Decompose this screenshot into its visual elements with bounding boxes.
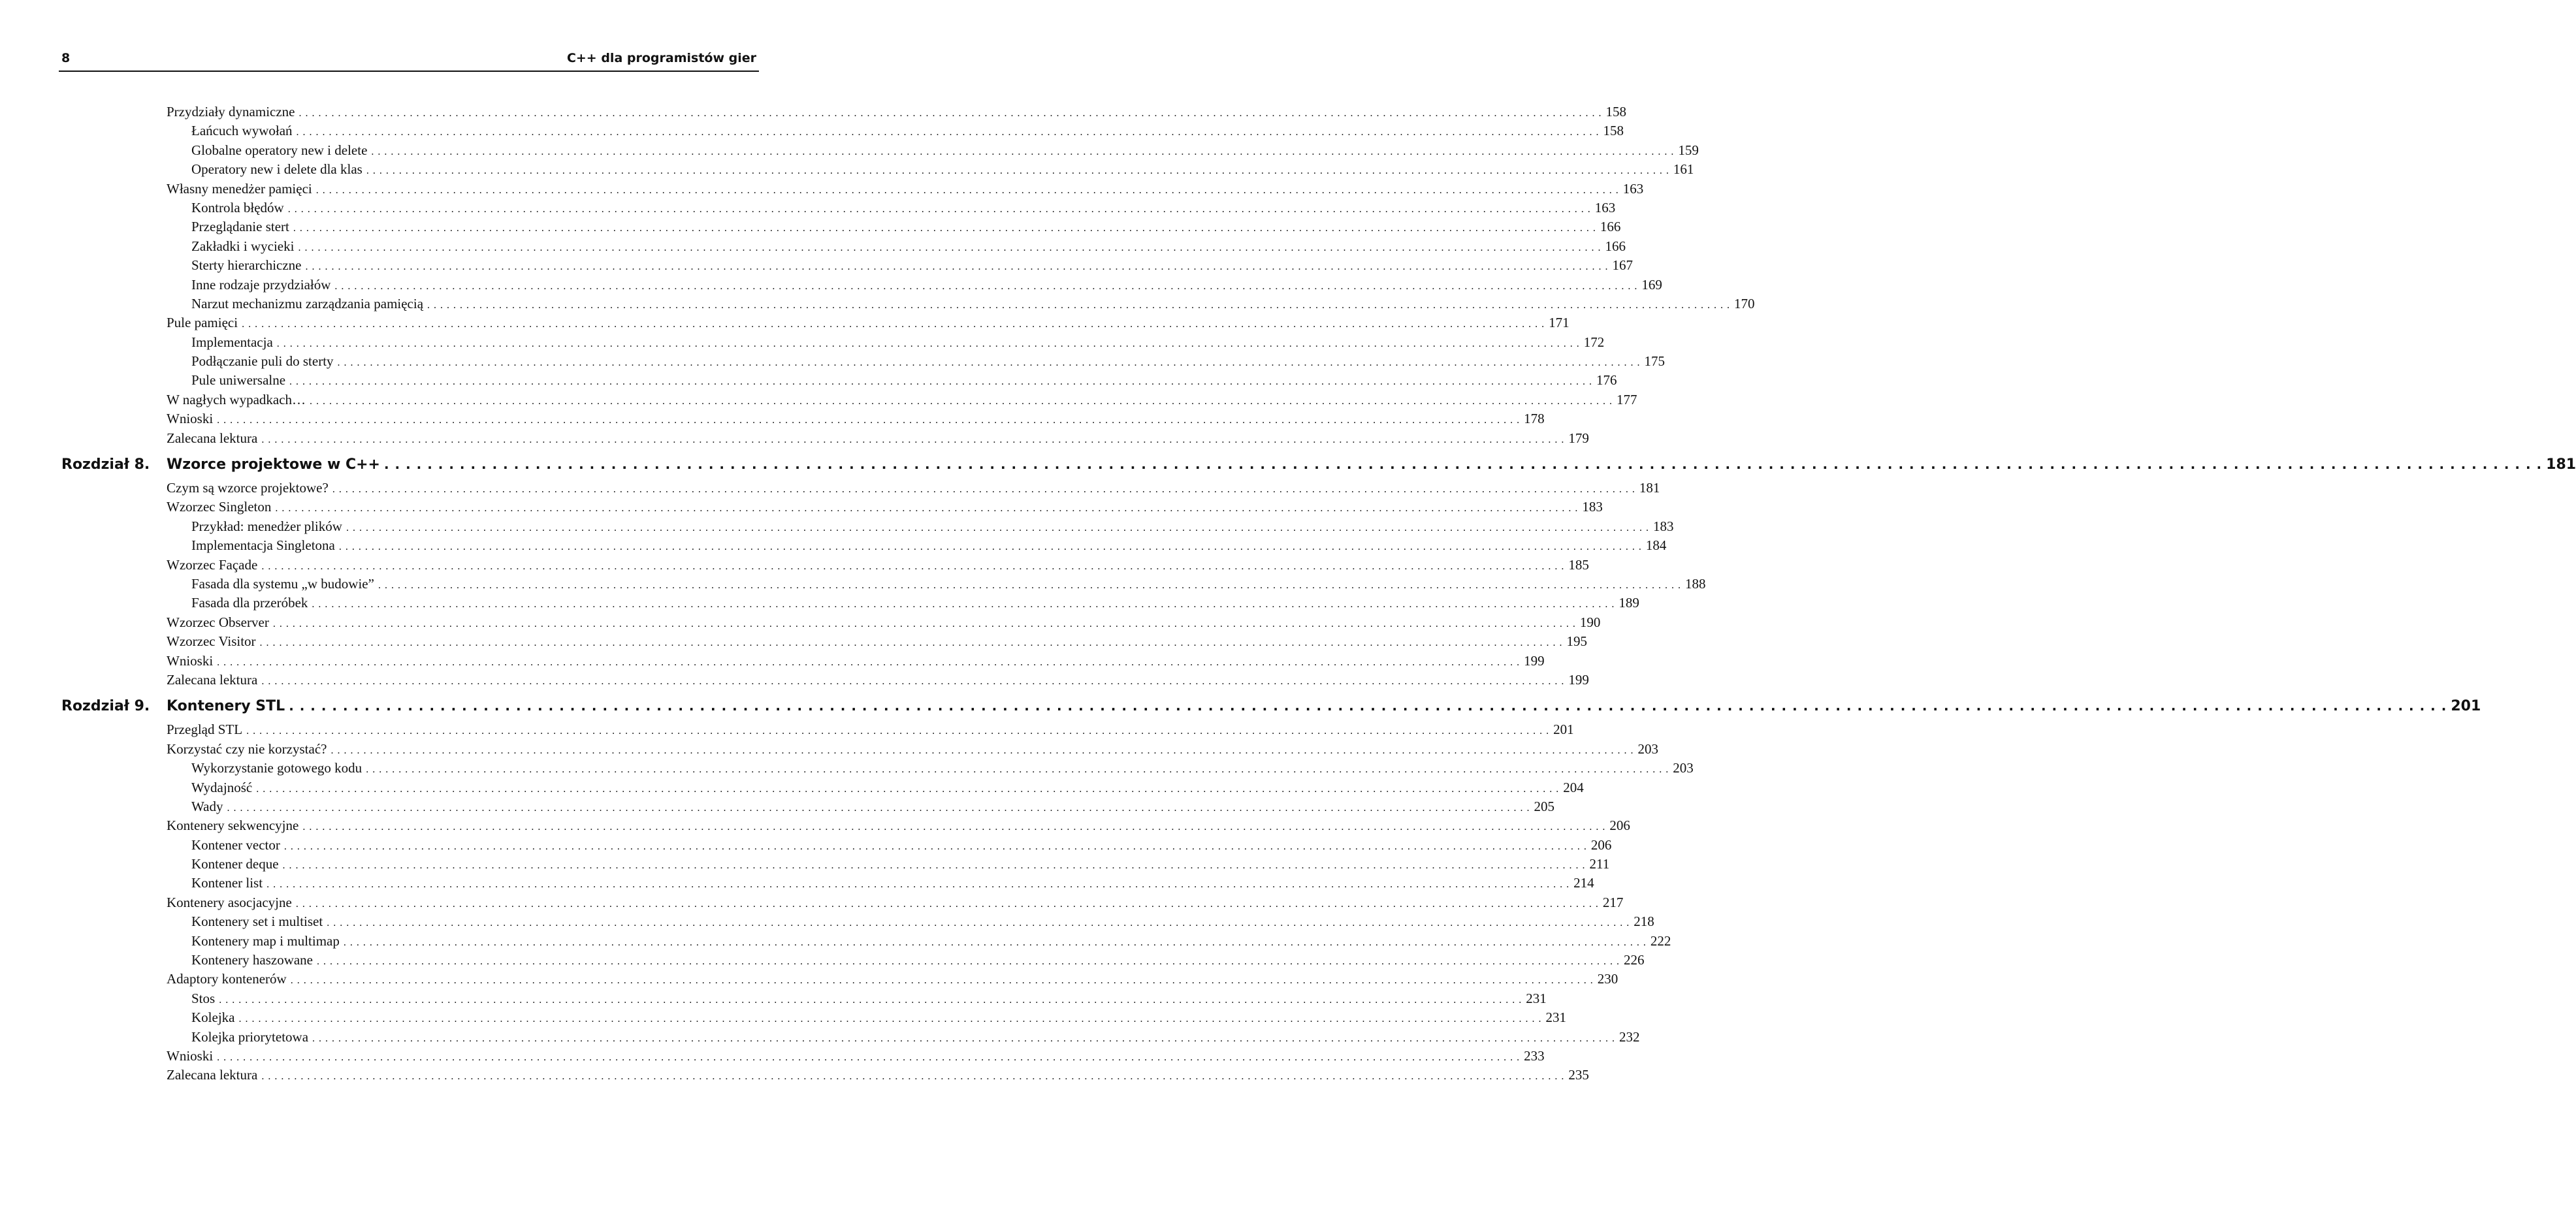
toc-entry xyxy=(191,199,1616,219)
toc-entry-row xyxy=(59,893,1624,912)
toc-entry xyxy=(191,932,1671,952)
page-ref: 199 xyxy=(1568,671,1589,688)
toc-entry xyxy=(167,479,1660,499)
entry-title: Podłączanie puli do sterty xyxy=(191,353,334,370)
entry-title: Fasada dla systemu „w budowie” xyxy=(191,575,374,592)
page-ref: 201 xyxy=(2451,698,2481,715)
page-ref: 190 xyxy=(1579,614,1601,630)
page-ref: 235 xyxy=(1568,1067,1589,1083)
toc-entry xyxy=(167,652,1545,672)
page-ref: 181 xyxy=(2546,456,2576,473)
entry-title: Inne rodzaje przydziałów xyxy=(191,276,331,293)
dot-leader: . . . . . . . . . . . . . . . . . . . . . . . . . . . . . . . . . . . . . . . . . . . . . . . . . . . . . . . . . . . . . . . . . . . . . . . . . . . . . . . . . . . . . . . . . . . . . . . . . . . . . . . . . . . . . . . . . . . . . . . . . . . . . . . . . . . . . . . . . . . . . . . . . . . . . . . . . . . . . . . . . . . . . . . . . . . . . . . . . . . . . . . . . . . . . . . . . . . . . . . . xyxy=(289,698,2447,714)
toc-entry xyxy=(191,575,1706,595)
toc-entry-row xyxy=(59,1066,1589,1085)
dot-leader: . . . . . . . . . . . . . . . . . . . . . . . . . . . . . . . . . . . . . . . . . . . . . . . . . . . . . . . . . . . . . . . . . . . . . . . . . . . . . . . . . . . . . . . . . . . . . . . . . . . . . . . . . . . . . . . . . . . . . . . . . . . . . . . . . . . . . . . . . . . . . . . . . . . . . . . . . . . . . . . . . . . . . . . . . . . . . . . . . . . . . . . . . . . . . . . . . . . . . . . . xyxy=(275,503,1579,515)
entry-title: Globalne operatory new i delete xyxy=(191,142,368,158)
page-ref: 170 xyxy=(1734,295,1755,311)
entry-title: Kontrola błędów xyxy=(191,199,284,215)
toc-entry xyxy=(167,409,1545,430)
page-ref: 222 xyxy=(1650,932,1671,949)
toc-entry-row xyxy=(59,740,1658,759)
toc-entry-row xyxy=(59,180,1644,199)
dot-leader: . . . . . . . . . . . . . . . . . . . . . . . . . . . . . . . . . . . . . . . . . . . . . . . . . . . . . . . . . . . . . . . . . . . . . . . . . . . . . . . . . . . . . . . . . . . . . . . . . . . . . . . . . . . . . . . . . . . . . . . . . . . . . . . . . . . . . . . . . . . . . . . . . . . . . . . . . . . . . . . . . . . . . . . . . . . . . . . . . . . . . . . . . . . . . . . . . . . . . . . . xyxy=(305,261,1609,273)
dot-leader: . . . . . . . . . . . . . . . . . . . . . . . . . . . . . . . . . . . . . . . . . . . . . . . . . . . . . . . . . . . . . . . . . . . . . . . . . . . . . . . . . . . . . . . . . . . . . . . . . . . . . . . . . . . . . . . . . . . . . . . . . . . . . . . . . . . . . . . . . . . . . . . . . . . . . . . . . . . . . . . . . . . . . . . . . . . . . . . . . . . . . . . . . . . . . . . . . . . . . . . . xyxy=(242,319,1545,330)
toc-entry xyxy=(191,237,1626,257)
toc-chapter-row xyxy=(59,694,2481,718)
toc-entry-row xyxy=(59,479,1660,498)
toc-entry xyxy=(167,613,1601,633)
page-ref: 163 xyxy=(1594,199,1616,215)
toc-entry xyxy=(167,893,1624,914)
toc-entry xyxy=(191,276,1662,296)
toc-entry-row xyxy=(59,1028,1640,1047)
dot-leader: . . . . . . . . . . . . . . . . . . . . . . . . . . . . . . . . . . . . . . . . . . . . . . . . . . . . . . . . . . . . . . . . . . . . . . . . . . . . . . . . . . . . . . . . . . . . . . . . . . . . . . . . . . . . . . . . . . . . . . . . . . . . . . . . . . . . . . . . . . . . . . . . . . . . . . . . . . . . . . . . . . . . . . . . . . . . . . . . . . . . . . . . . . . . . . . . . . . . . . . . xyxy=(298,242,1602,253)
page-ref: 189 xyxy=(1618,595,1639,611)
dot-leader: . . . . . . . . . . . . . . . . . . . . . . . . . . . . . . . . . . . . . . . . . . . . . . . . . . . . . . . . . . . . . . . . . . . . . . . . . . . . . . . . . . . . . . . . . . . . . . . . . . . . . . . . . . . . . . . . . . . . . . . . . . . . . . . . . . . . . . . . . . . . . . . . . . . . . . . . . . . . . . . . . . . . . . . . . . . . . . . . . . . . . . . . . . . . . . . . . . . . . . . . xyxy=(293,223,1596,234)
dot-leader: . . . . . . . . . . . . . . . . . . . . . . . . . . . . . . . . . . . . . . . . . . . . . . . . . . . . . . . . . . . . . . . . . . . . . . . . . . . . . . . . . . . . . . . . . . . . . . . . . . . . . . . . . . . . . . . . . . . . . . . . . . . . . . . . . . . . . . . . . . . . . . . . . . . . . . . . . . . . . . . . . . . . . . . . . . . . . . . . . . . . . . . . . . . . . . . . . . . . . . . . xyxy=(272,618,1576,629)
entry-title: Czym są wzorce projektowe? xyxy=(167,480,329,496)
entry-title: W nagłych wypadkach… xyxy=(167,391,306,407)
dot-leader: . . . . . . . . . . . . . . . . . . . . . . . . . . . . . . . . . . . . . . . . . . . . . . . . . . . . . . . . . . . . . . . . . . . . . . . . . . . . . . . . . . . . . . . . . . . . . . . . . . . . . . . . . . . . . . . . . . . . . . . . . . . . . . . . . . . . . . . . . . . . . . . . . . . . . . . . . . . . . . . . . . . . . . . . . . . . . . . . . . . . . . . . . . . . . . . . . . . . . . . . xyxy=(366,764,1669,776)
toc-entry-row xyxy=(59,217,1621,236)
dot-leader: . . . . . . . . . . . . . . . . . . . . . . . . . . . . . . . . . . . . . . . . . . . . . . . . . . . . . . . . . . . . . . . . . . . . . . . . . . . . . . . . . . . . . . . . . . . . . . . . . . . . . . . . . . . . . . . . . . . . . . . . . . . . . . . . . . . . . . . . . . . . . . . . . . . . . . . . . . . . . . . . . . . . . . . . . . . . . . . . . . . . . . . . . . . . . . . . . . . . . . . . xyxy=(312,1032,1616,1044)
page-ref: 203 xyxy=(1673,760,1694,776)
chapter-title: Wzorce projektowe w C++ xyxy=(167,456,380,473)
dot-leader: . . . . . . . . . . . . . . . . . . . . . . . . . . . . . . . . . . . . . . . . . . . . . . . . . . . . . . . . . . . . . . . . . . . . . . . . . . . . . . . . . . . . . . . . . . . . . . . . . . . . . . . . . . . . . . . . . . . . . . . . . . . . . . . . . . . . . . . . . . . . . . . . . . . . . . . . . . . . . . . . . . . . . . . . . . . . . . . . . . . . . . . . . . . . . . . . . . . . . . . . xyxy=(296,127,1600,138)
dot-leader: . . . . . . . . . . . . . . . . . . . . . . . . . . . . . . . . . . . . . . . . . . . . . . . . . . . . . . . . . . . . . . . . . . . . . . . . . . . . . . . . . . . . . . . . . . . . . . . . . . . . . . . . . . . . . . . . . . . . . . . . . . . . . . . . . . . . . . . . . . . . . . . . . . . . . . . . . . . . . . . . . . . . . . . . . . . . . . . . . . . . . . . . . . . . . . . . . . . . . . . . xyxy=(295,898,1599,910)
dot-leader: . . . . . . . . . . . . . . . . . . . . . . . . . . . . . . . . . . . . . . . . . . . . . . . . . . . . . . . . . . . . . . . . . . . . . . . . . . . . . . . . . . . . . . . . . . . . . . . . . . . . . . . . . . . . . . . . . . . . . . . . . . . . . . . . . . . . . . . . . . . . . . . . . . . . . . . . . . . . . . . . . . . . . . . . . . . . . . . . . . . . . . . . . . . . . . . . . . . . . . . . xyxy=(366,165,1669,177)
entry-title: Fasada dla przeróbek xyxy=(191,595,308,611)
toc-entry xyxy=(167,632,1588,652)
toc-entry-row xyxy=(59,517,1674,536)
page-ref: 158 xyxy=(1603,123,1624,139)
page-ref: 199 xyxy=(1524,652,1545,669)
entry-title: Wykorzystanie gotowego kodu xyxy=(191,760,362,776)
toc-entry xyxy=(167,429,1589,449)
dot-leader: . . . . . . . . . . . . . . . . . . . . . . . . . . . . . . . . . . . . . . . . . . . . . . . . . . . . . . . . . . . . . . . . . . . . . . . . . . . . . . . . . . . . . . . . . . . . . . . . . . . . . . . . . . . . . . . . . . . . . . . . . . . . . . . . . . . . . . . . . . . . . . . . . . . . . . . . . . . . . . . . . . . . . . . . . . . . . . . . . . . . . . . . . . . . . . . . . . . . . . . . xyxy=(298,108,1602,119)
toc-entry xyxy=(191,855,1610,875)
toc-entry xyxy=(191,759,1694,779)
page-number: 8 xyxy=(61,51,71,65)
toc-entry-row xyxy=(59,352,1666,371)
page-ref: 211 xyxy=(1589,856,1610,872)
toc-entry xyxy=(167,1066,1589,1086)
dot-leader: . . . . . . . . . . . . . . . . . . . . . . . . . . . . . . . . . . . . . . . . . . . . . . . . . . . . . . . . . . . . . . . . . . . . . . . . . . . . . . . . . . . . . . . . . . . . . . . . . . . . . . . . . . . . . . . . . . . . . . . . . . . . . . . . . . . . . . . . . . . . . . . . . . . . . . . . . . . . . . . . . . . . . . . . . . . . . . . . . . . . . . . . . . . . . . . . . . . . . . . . xyxy=(246,725,1550,737)
entry-title: Implementacja xyxy=(191,334,273,350)
toc-entry-row xyxy=(59,141,1699,160)
toc-entry-row xyxy=(59,797,1554,816)
entry-title: Wnioski xyxy=(167,652,214,669)
entry-title: Zalecana lektura xyxy=(167,1067,258,1083)
page-ref: 177 xyxy=(1617,391,1637,407)
toc-entry xyxy=(191,989,1547,1009)
page-ref: 166 xyxy=(1600,219,1621,235)
toc-entry-row xyxy=(59,371,1617,390)
entry-title: Kontener deque xyxy=(191,856,279,872)
toc-entry xyxy=(167,390,1637,411)
dot-leader: . . . . . . . . . . . . . . . . . . . . . . . . . . . . . . . . . . . . . . . . . . . . . . . . . . . . . . . . . . . . . . . . . . . . . . . . . . . . . . . . . . . . . . . . . . . . . . . . . . . . . . . . . . . . . . . . . . . . . . . . . . . . . . . . . . . . . . . . . . . . . . . . . . . . . . . . . . . . . . . . . . . . . . . . . . . . . . . . . . . . . . . . . . . . . . . . . . . . . . . . xyxy=(261,560,1565,572)
toc-entry-row xyxy=(59,874,1594,893)
toc-entry-row xyxy=(59,276,1662,294)
dot-leader: . . . . . . . . . . . . . . . . . . . . . . . . . . . . . . . . . . . . . . . . . . . . . . . . . . . . . . . . . . . . . . . . . . . . . . . . . . . . . . . . . . . . . . . . . . . . . . . . . . . . . . . . . . . . . . . . . . . . . . . . . . . . . . . . . . . . . . . . . . . . . . . . . . . . . . . . . . . . . . . . . . . . . . . . . . . . . . . . . . . . . . . . . . . . . . . . . . . . . . . . xyxy=(283,840,1587,852)
page-ref: 172 xyxy=(1583,334,1605,350)
toc-entry xyxy=(191,141,1699,161)
toc-entry-row xyxy=(59,121,1624,140)
page-ref: 161 xyxy=(1673,161,1694,178)
entry-title: Kontenery haszowane xyxy=(191,952,314,968)
dot-leader: . . . . . . . . . . . . . . . . . . . . . . . . . . . . . . . . . . . . . . . . . . . . . . . . . . . . . . . . . . . . . . . . . . . . . . . . . . . . . . . . . . . . . . . . . . . . . . . . . . . . . . . . . . . . . . . . . . . . . . . . . . . . . . . . . . . . . . . . . . . . . . . . . . . . . . . . . . . . . . . . . . . . . . . . . . . . . . . . . . . . . . . . . . . . . . . . . . . . . . . . xyxy=(427,299,1731,311)
entry-title: Przeglądanie stert xyxy=(191,219,289,235)
dot-leader: . . . . . . . . . . . . . . . . . . . . . . . . . . . . . . . . . . . . . . . . . . . . . . . . . . . . . . . . . . . . . . . . . . . . . . . . . . . . . . . . . . . . . . . . . . . . . . . . . . . . . . . . . . . . . . . . . . . . . . . . . . . . . . . . . . . . . . . . . . . . . . . . . . . . . . . . . . . . . . . . . . . . . . . . . . . . . . . . . . . . . . . . . . . . . . . . . . . . . . . . xyxy=(315,184,1619,196)
toc-entry-row xyxy=(59,237,1626,256)
dot-leader: . . . . . . . . . . . . . . . . . . . . . . . . . . . . . . . . . . . . . . . . . . . . . . . . . . . . . . . . . . . . . . . . . . . . . . . . . . . . . . . . . . . . . . . . . . . . . . . . . . . . . . . . . . . . . . . . . . . . . . . . . . . . . . . . . . . . . . . . . . . . . . . . . . . . . . . . . . . . . . . . . . . . . . . . . . . . . . . . . . . . . . . . . . . . . . . . . . . . . . . . xyxy=(217,415,1521,426)
entry-title: Zakładki i wycieki xyxy=(191,238,295,254)
entry-title: Kontenery set i multiset xyxy=(191,914,323,930)
toc-entry xyxy=(191,217,1621,238)
toc-entry-row xyxy=(59,632,1588,651)
page-ref: 166 xyxy=(1605,238,1626,254)
toc-entry-row xyxy=(59,989,1547,1008)
dot-leader: . . . . . . . . . . . . . . . . . . . . . . . . . . . . . . . . . . . . . . . . . . . . . . . . . . . . . . . . . . . . . . . . . . . . . . . . . . . . . . . . . . . . . . . . . . . . . . . . . . . . . . . . . . . . . . . . . . . . . . . . . . . . . . . . . . . . . . . . . . . . . . . . . . . . . . . . . . . . . . . . . . . . . . . . . . . . . . . . . . . . . . . . . . . . . . . . . . . . . . . . xyxy=(384,456,2543,473)
entry-title: Pule uniwersalne xyxy=(191,372,286,389)
dot-leader: . . . . . . . . . . . . . . . . . . . . . . . . . . . . . . . . . . . . . . . . . . . . . . . . . . . . . . . . . . . . . . . . . . . . . . . . . . . . . . . . . . . . . . . . . . . . . . . . . . . . . . . . . . . . . . . . . . . . . . . . . . . . . . . . . . . . . . . . . . . . . . . . . . . . . . . . . . . . . . . . . . . . . . . . . . . . . . . . . . . . . . . . . . . . . . . . . . . . . . . . xyxy=(327,917,1630,929)
toc-entry xyxy=(167,1047,1545,1067)
toc-entry-row xyxy=(59,256,1633,275)
toc-entry xyxy=(167,694,2481,718)
entry-title: Kontener vector xyxy=(191,836,280,853)
dot-leader: . . . . . . . . . . . . . . . . . . . . . . . . . . . . . . . . . . . . . . . . . . . . . . . . . . . . . . . . . . . . . . . . . . . . . . . . . . . . . . . . . . . . . . . . . . . . . . . . . . . . . . . . . . . . . . . . . . . . . . . . . . . . . . . . . . . . . . . . . . . . . . . . . . . . . . . . . . . . . . . . . . . . . . . . . . . . . . . . . . . . . . . . . . . . . . . . . . . . . . . . xyxy=(282,860,1586,872)
entry-title: Łańcuch wywołań xyxy=(191,123,293,139)
toc-entry xyxy=(191,836,1612,856)
toc-entry-row xyxy=(59,932,1671,951)
toc-entry xyxy=(167,180,1644,200)
toc-entry-row xyxy=(59,1008,1566,1027)
toc-entry xyxy=(167,970,1618,990)
dot-leader: . . . . . . . . . . . . . . . . . . . . . . . . . . . . . . . . . . . . . . . . . . . . . . . . . . . . . . . . . . . . . . . . . . . . . . . . . . . . . . . . . . . . . . . . . . . . . . . . . . . . . . . . . . . . . . . . . . . . . . . . . . . . . . . . . . . . . . . . . . . . . . . . . . . . . . . . . . . . . . . . . . . . . . . . . . . . . . . . . . . . . . . . . . . . . . . . . . . . . . . . xyxy=(317,956,1620,968)
page-ref: 169 xyxy=(1641,276,1662,293)
toc-entry-row xyxy=(59,613,1601,632)
entry-title: Przykład: menedżer plików xyxy=(191,518,342,534)
dot-leader: . . . . . . . . . . . . . . . . . . . . . . . . . . . . . . . . . . . . . . . . . . . . . . . . . . . . . . . . . . . . . . . . . . . . . . . . . . . . . . . . . . . . . . . . . . . . . . . . . . . . . . . . . . . . . . . . . . . . . . . . . . . . . . . . . . . . . . . . . . . . . . . . . . . . . . . . . . . . . . . . . . . . . . . . . . . . . . . . . . . . . . . . . . . . . . . . . . . . . . . . xyxy=(266,879,1570,891)
table-of-contents xyxy=(59,103,2576,1085)
toc-entry-row xyxy=(59,333,1605,352)
toc-entry xyxy=(191,874,1594,894)
toc-entry xyxy=(191,1008,1566,1028)
dot-leader: . . . . . . . . . . . . . . . . . . . . . . . . . . . . . . . . . . . . . . . . . . . . . . . . . . . . . . . . . . . . . . . . . . . . . . . . . . . . . . . . . . . . . . . . . . . . . . . . . . . . . . . . . . . . . . . . . . . . . . . . . . . . . . . . . . . . . . . . . . . . . . . . . . . . . . . . . . . . . . . . . . . . . . . . . . . . . . . . . . . . . . . . . . . . . . . . . . . . . . . . xyxy=(227,802,1530,814)
page-ref: 158 xyxy=(1605,104,1627,119)
entry-title: Kontener list xyxy=(191,875,263,891)
dot-leader: . . . . . . . . . . . . . . . . . . . . . . . . . . . . . . . . . . . . . . . . . . . . . . . . . . . . . . . . . . . . . . . . . . . . . . . . . . . . . . . . . . . . . . . . . . . . . . . . . . . . . . . . . . . . . . . . . . . . . . . . . . . . . . . . . . . . . . . . . . . . . . . . . . . . . . . . . . . . . . . . . . . . . . . . . . . . . . . . . . . . . . . . . . . . . . . . . . . . . . . . xyxy=(343,936,1647,948)
toc-chapter-row xyxy=(59,453,2576,477)
page-ref: 181 xyxy=(1639,480,1660,496)
dot-leader: . . . . . . . . . . . . . . . . . . . . . . . . . . . . . . . . . . . . . . . . . . . . . . . . . . . . . . . . . . . . . . . . . . . . . . . . . . . . . . . . . . . . . . . . . . . . . . . . . . . . . . . . . . . . . . . . . . . . . . . . . . . . . . . . . . . . . . . . . . . . . . . . . . . . . . . . . . . . . . . . . . . . . . . . . . . . . . . . . . . . . . . . . . . . . . . . . . . . . . . . xyxy=(378,579,1681,591)
page-ref: 163 xyxy=(1622,180,1644,197)
dot-leader: . . . . . . . . . . . . . . . . . . . . . . . . . . . . . . . . . . . . . . . . . . . . . . . . . . . . . . . . . . . . . . . . . . . . . . . . . . . . . . . . . . . . . . . . . . . . . . . . . . . . . . . . . . . . . . . . . . . . . . . . . . . . . . . . . . . . . . . . . . . . . . . . . . . . . . . . . . . . . . . . . . . . . . . . . . . . . . . . . . . . . . . . . . . . . . . . . . . . . . . . xyxy=(217,656,1521,668)
toc-entry-row xyxy=(59,294,1755,313)
dot-leader: . . . . . . . . . . . . . . . . . . . . . . . . . . . . . . . . . . . . . . . . . . . . . . . . . . . . . . . . . . . . . . . . . . . . . . . . . . . . . . . . . . . . . . . . . . . . . . . . . . . . . . . . . . . . . . . . . . . . . . . . . . . . . . . . . . . . . . . . . . . . . . . . . . . . . . . . . . . . . . . . . . . . . . . . . . . . . . . . . . . . . . . . . . . . . . . . . . . . . . . . xyxy=(334,280,1638,292)
dot-leader: . . . . . . . . . . . . . . . . . . . . . . . . . . . . . . . . . . . . . . . . . . . . . . . . . . . . . . . . . . . . . . . . . . . . . . . . . . . . . . . . . . . . . . . . . . . . . . . . . . . . . . . . . . . . . . . . . . . . . . . . . . . . . . . . . . . . . . . . . . . . . . . . . . . . . . . . . . . . . . . . . . . . . . . . . . . . . . . . . . . . . . . . . . . . . . . . . . . . . . . . xyxy=(287,203,1591,215)
toc-entry-row xyxy=(59,912,1654,931)
toc-entry xyxy=(167,313,1570,334)
page-ref: 176 xyxy=(1596,372,1617,389)
toc-entry xyxy=(191,294,1755,315)
page-ref: 217 xyxy=(1602,894,1624,910)
dot-leader: . . . . . . . . . . . . . . . . . . . . . . . . . . . . . . . . . . . . . . . . . . . . . . . . . . . . . . . . . . . . . . . . . . . . . . . . . . . . . . . . . . . . . . . . . . . . . . . . . . . . . . . . . . . . . . . . . . . . . . . . . . . . . . . . . . . . . . . . . . . . . . . . . . . . . . . . . . . . . . . . . . . . . . . . . . . . . . . . . . . . . . . . . . . . . . . . . . . . . . . . xyxy=(346,522,1649,533)
toc-entry-row xyxy=(59,556,1589,575)
dot-leader: . . . . . . . . . . . . . . . . . . . . . . . . . . . . . . . . . . . . . . . . . . . . . . . . . . . . . . . . . . . . . . . . . . . . . . . . . . . . . . . . . . . . . . . . . . . . . . . . . . . . . . . . . . . . . . . . . . . . . . . . . . . . . . . . . . . . . . . . . . . . . . . . . . . . . . . . . . . . . . . . . . . . . . . . . . . . . . . . . . . . . . . . . . . . . . . . . . . . . . . . xyxy=(330,744,1634,756)
toc-entry xyxy=(191,517,1674,537)
entry-title: Operatory new i delete dla klas xyxy=(191,161,362,178)
toc-entry-row xyxy=(59,836,1612,855)
toc-entry xyxy=(191,256,1633,276)
entry-title: Wady xyxy=(191,798,223,814)
dot-leader: . . . . . . . . . . . . . . . . . . . . . . . . . . . . . . . . . . . . . . . . . . . . . . . . . . . . . . . . . . . . . . . . . . . . . . . . . . . . . . . . . . . . . . . . . . . . . . . . . . . . . . . . . . . . . . . . . . . . . . . . . . . . . . . . . . . . . . . . . . . . . . . . . . . . . . . . . . . . . . . . . . . . . . . . . . . . . . . . . . . . . . . . . . . . . . . . . . . . . . . . xyxy=(217,1051,1521,1063)
toc-entry-row xyxy=(59,160,1694,179)
page-ref: 205 xyxy=(1534,798,1554,814)
dot-leader: . . . . . . . . . . . . . . . . . . . . . . . . . . . . . . . . . . . . . . . . . . . . . . . . . . . . . . . . . . . . . . . . . . . . . . . . . . . . . . . . . . . . . . . . . . . . . . . . . . . . . . . . . . . . . . . . . . . . . . . . . . . . . . . . . . . . . . . . . . . . . . . . . . . . . . . . . . . . . . . . . . . . . . . . . . . . . . . . . . . . . . . . . . . . . . . . . . . . . . . . xyxy=(338,541,1642,553)
toc-entry xyxy=(191,371,1617,391)
toc-entry-row xyxy=(59,594,1639,612)
entry-title: Stos xyxy=(191,990,216,1006)
toc-entry xyxy=(191,160,1694,180)
entry-title: Kontenery map i multimap xyxy=(191,932,340,949)
page-ref: 188 xyxy=(1684,575,1706,592)
entry-title: Adaptory kontenerów xyxy=(167,971,287,987)
page-ref: 232 xyxy=(1619,1028,1640,1045)
entry-title: Kolejka priorytetowa xyxy=(191,1028,309,1045)
dot-leader: . . . . . . . . . . . . . . . . . . . . . . . . . . . . . . . . . . . . . . . . . . . . . . . . . . . . . . . . . . . . . . . . . . . . . . . . . . . . . . . . . . . . . . . . . . . . . . . . . . . . . . . . . . . . . . . . . . . . . . . . . . . . . . . . . . . . . . . . . . . . . . . . . . . . . . . . . . . . . . . . . . . . . . . . . . . . . . . . . . . . . . . . . . . . . . . . . . . . . . . . xyxy=(256,783,1560,795)
page-ref: 214 xyxy=(1573,875,1594,891)
toc-entry xyxy=(167,720,1574,740)
toc-entry-row xyxy=(59,498,1603,517)
entry-title: Wzorzec Observer xyxy=(167,614,269,630)
page-ref: 179 xyxy=(1568,430,1589,446)
toc-entry-row xyxy=(59,970,1618,989)
toc-entry-row xyxy=(59,1047,1545,1066)
toc-entry xyxy=(191,1028,1640,1048)
toc-entry xyxy=(191,536,1667,556)
page-ref: 175 xyxy=(1644,353,1666,370)
entry-title: Wzorzec Façade xyxy=(167,556,258,573)
toc-entry-row xyxy=(59,536,1667,555)
toc-entry-row xyxy=(59,778,1584,797)
dot-leader: . . . . . . . . . . . . . . . . . . . . . . . . . . . . . . . . . . . . . . . . . . . . . . . . . . . . . . . . . . . . . . . . . . . . . . . . . . . . . . . . . . . . . . . . . . . . . . . . . . . . . . . . . . . . . . . . . . . . . . . . . . . . . . . . . . . . . . . . . . . . . . . . . . . . . . . . . . . . . . . . . . . . . . . . . . . . . . . . . . . . . . . . . . . . . . . . . . . . . . . . xyxy=(238,1013,1542,1025)
toc-entry-row xyxy=(59,429,1589,448)
page-ref: 206 xyxy=(1590,836,1612,853)
entry-title: Wnioski xyxy=(167,411,214,427)
chapter-label: Rozdział 9. xyxy=(61,698,150,715)
dot-leader: . . . . . . . . . . . . . . . . . . . . . . . . . . . . . . . . . . . . . . . . . . . . . . . . . . . . . . . . . . . . . . . . . . . . . . . . . . . . . . . . . . . . . . . . . . . . . . . . . . . . . . . . . . . . . . . . . . . . . . . . . . . . . . . . . . . . . . . . . . . . . . . . . . . . . . . . . . . . . . . . . . . . . . . . . . . . . . . . . . . . . . . . . . . . . . . . . . . . . . . . xyxy=(289,376,1593,388)
toc-entry xyxy=(167,816,1630,836)
dot-leader: . . . . . . . . . . . . . . . . . . . . . . . . . . . . . . . . . . . . . . . . . . . . . . . . . . . . . . . . . . . . . . . . . . . . . . . . . . . . . . . . . . . . . . . . . . . . . . . . . . . . . . . . . . . . . . . . . . . . . . . . . . . . . . . . . . . . . . . . . . . . . . . . . . . . . . . . . . . . . . . . . . . . . . . . . . . . . . . . . . . . . . . . . . . . . . . . . . . . . . . . xyxy=(312,599,1615,611)
toc-entry-row xyxy=(59,409,1545,428)
page-ref: 203 xyxy=(1637,740,1658,757)
chapter-label: Rozdział 8. xyxy=(61,456,150,473)
dot-leader: . . . . . . . . . . . . . . . . . . . . . . . . . . . . . . . . . . . . . . . . . . . . . . . . . . . . . . . . . . . . . . . . . . . . . . . . . . . . . . . . . . . . . . . . . . . . . . . . . . . . . . . . . . . . . . . . . . . . . . . . . . . . . . . . . . . . . . . . . . . . . . . . . . . . . . . . . . . . . . . . . . . . . . . . . . . . . . . . . . . . . . . . . . . . . . . . . . . . . . . . xyxy=(371,146,1675,157)
page-ref: 226 xyxy=(1624,952,1645,968)
page-ref: 204 xyxy=(1563,779,1584,795)
page-ref: 171 xyxy=(1549,315,1570,331)
toc-entry xyxy=(191,797,1554,818)
entry-title: Zalecana lektura xyxy=(167,430,258,446)
toc-entry-row xyxy=(59,759,1694,778)
toc-entry xyxy=(191,912,1654,932)
page-ref: 183 xyxy=(1652,518,1674,534)
toc-entry xyxy=(167,671,1589,691)
toc-entry-row xyxy=(59,575,1706,594)
toc-entry xyxy=(191,121,1624,142)
page-ref: 233 xyxy=(1524,1047,1545,1064)
page-ref: 178 xyxy=(1524,411,1545,427)
toc-entry-row xyxy=(59,313,1570,332)
page-ref: 167 xyxy=(1612,257,1633,274)
dot-leader: . . . . . . . . . . . . . . . . . . . . . . . . . . . . . . . . . . . . . . . . . . . . . . . . . . . . . . . . . . . . . . . . . . . . . . . . . . . . . . . . . . . . . . . . . . . . . . . . . . . . . . . . . . . . . . . . . . . . . . . . . . . . . . . . . . . . . . . . . . . . . . . . . . . . . . . . . . . . . . . . . . . . . . . . . . . . . . . . . . . . . . . . . . . . . . . . . . . . . . . . xyxy=(332,484,1635,496)
entry-title: Wydajność xyxy=(191,779,253,795)
book-title: C++ dla programistów gier xyxy=(566,51,756,65)
toc-entry xyxy=(191,333,1605,353)
toc-entry-row xyxy=(59,652,1545,671)
entry-title: Wnioski xyxy=(167,1047,214,1064)
page-ref: 230 xyxy=(1597,971,1618,987)
toc-entry-row xyxy=(59,720,1574,739)
dot-leader: . . . . . . . . . . . . . . . . . . . . . . . . . . . . . . . . . . . . . . . . . . . . . . . . . . . . . . . . . . . . . . . . . . . . . . . . . . . . . . . . . . . . . . . . . . . . . . . . . . . . . . . . . . . . . . . . . . . . . . . . . . . . . . . . . . . . . . . . . . . . . . . . . . . . . . . . . . . . . . . . . . . . . . . . . . . . . . . . . . . . . . . . . . . . . . . . . . . . . . . . xyxy=(261,434,1565,445)
toc-entry xyxy=(191,778,1584,799)
page-ref: 183 xyxy=(1582,499,1603,515)
entry-title: Przegląd STL xyxy=(167,722,243,738)
toc-entry-row xyxy=(59,816,1630,835)
page-ref: 206 xyxy=(1609,818,1630,834)
toc-entry-row xyxy=(59,671,1589,690)
page-ref: 218 xyxy=(1634,914,1654,930)
entry-title: Pule pamięci xyxy=(167,315,238,331)
toc-entry-row xyxy=(59,103,1627,121)
dot-leader: . . . . . . . . . . . . . . . . . . . . . . . . . . . . . . . . . . . . . . . . . . . . . . . . . . . . . . . . . . . . . . . . . . . . . . . . . . . . . . . . . . . . . . . . . . . . . . . . . . . . . . . . . . . . . . . . . . . . . . . . . . . . . . . . . . . . . . . . . . . . . . . . . . . . . . . . . . . . . . . . . . . . . . . . . . . . . . . . . . . . . . . . . . . . . . . . . . . . . . . . xyxy=(261,675,1565,687)
toc-entry xyxy=(167,740,1658,760)
entry-title: Sterty hierarchiczne xyxy=(191,257,302,274)
chapter-title: Kontenery STL xyxy=(167,698,285,715)
dot-leader: . . . . . . . . . . . . . . . . . . . . . . . . . . . . . . . . . . . . . . . . . . . . . . . . . . . . . . . . . . . . . . . . . . . . . . . . . . . . . . . . . . . . . . . . . . . . . . . . . . . . . . . . . . . . . . . . . . . . . . . . . . . . . . . . . . . . . . . . . . . . . . . . . . . . . . . . . . . . . . . . . . . . . . . . . . . . . . . . . . . . . . . . . . . . . . . . . . . . . . . . xyxy=(219,994,1522,1006)
entry-title: Narzut mechanizmu zarządzania pamięcią xyxy=(191,295,424,311)
toc-entry-row xyxy=(59,390,1637,409)
page-ref: 159 xyxy=(1678,142,1699,158)
entry-title: Kontenery sekwencyjne xyxy=(167,818,299,834)
entry-title: Kontenery asocjacyjne xyxy=(167,894,292,910)
page-ref: 185 xyxy=(1568,556,1589,573)
page-ref: 184 xyxy=(1645,537,1667,554)
dot-leader: . . . . . . . . . . . . . . . . . . . . . . . . . . . . . . . . . . . . . . . . . . . . . . . . . . . . . . . . . . . . . . . . . . . . . . . . . . . . . . . . . . . . . . . . . . . . . . . . . . . . . . . . . . . . . . . . . . . . . . . . . . . . . . . . . . . . . . . . . . . . . . . . . . . . . . . . . . . . . . . . . . . . . . . . . . . . . . . . . . . . . . . . . . . . . . . . . . . . . . . . xyxy=(290,975,1594,987)
toc-entry xyxy=(167,556,1589,576)
entry-title: Korzystać czy nie korzystać? xyxy=(167,740,327,757)
entry-title: Zalecana lektura xyxy=(167,671,258,688)
toc-entry xyxy=(191,594,1639,614)
dot-leader: . . . . . . . . . . . . . . . . . . . . . . . . . . . . . . . . . . . . . . . . . . . . . . . . . . . . . . . . . . . . . . . . . . . . . . . . . . . . . . . . . . . . . . . . . . . . . . . . . . . . . . . . . . . . . . . . . . . . . . . . . . . . . . . . . . . . . . . . . . . . . . . . . . . . . . . . . . . . . . . . . . . . . . . . . . . . . . . . . . . . . . . . . . . . . . . . . . . . . . . . xyxy=(261,1071,1565,1083)
entry-title: Własny menedżer pamięci xyxy=(167,180,312,197)
dot-leader: . . . . . . . . . . . . . . . . . . . . . . . . . . . . . . . . . . . . . . . . . . . . . . . . . . . . . . . . . . . . . . . . . . . . . . . . . . . . . . . . . . . . . . . . . . . . . . . . . . . . . . . . . . . . . . . . . . . . . . . . . . . . . . . . . . . . . . . . . . . . . . . . . . . . . . . . . . . . . . . . . . . . . . . . . . . . . . . . . . . . . . . . . . . . . . . . . . . . . . . . xyxy=(337,357,1641,369)
page-ref: 231 xyxy=(1526,990,1547,1006)
entry-title: Przydziały dynamiczne xyxy=(167,104,295,119)
toc-entry xyxy=(191,951,1645,971)
entry-title: Implementacja Singletona xyxy=(191,537,335,554)
page-ref: 201 xyxy=(1553,722,1574,738)
page-ref: 231 xyxy=(1545,1009,1566,1026)
running-header xyxy=(59,48,759,72)
dot-leader: . . . . . . . . . . . . . . . . . . . . . . . . . . . . . . . . . . . . . . . . . . . . . . . . . . . . . . . . . . . . . . . . . . . . . . . . . . . . . . . . . . . . . . . . . . . . . . . . . . . . . . . . . . . . . . . . . . . . . . . . . . . . . . . . . . . . . . . . . . . . . . . . . . . . . . . . . . . . . . . . . . . . . . . . . . . . . . . . . . . . . . . . . . . . . . . . . . . . . . . . xyxy=(302,821,1606,833)
toc-entry-row xyxy=(59,951,1645,970)
toc-entry xyxy=(167,103,1627,123)
dot-leader: . . . . . . . . . . . . . . . . . . . . . . . . . . . . . . . . . . . . . . . . . . . . . . . . . . . . . . . . . . . . . . . . . . . . . . . . . . . . . . . . . . . . . . . . . . . . . . . . . . . . . . . . . . . . . . . . . . . . . . . . . . . . . . . . . . . . . . . . . . . . . . . . . . . . . . . . . . . . . . . . . . . . . . . . . . . . . . . . . . . . . . . . . . . . . . . . . . . . . . . . xyxy=(259,637,1563,649)
entry-title: Kolejka xyxy=(191,1009,235,1026)
page-ref: 195 xyxy=(1566,633,1588,650)
toc-entry xyxy=(167,453,2576,477)
toc-entry-row xyxy=(59,199,1616,217)
toc-entry xyxy=(191,352,1666,372)
dot-leader: . . . . . . . . . . . . . . . . . . . . . . . . . . . . . . . . . . . . . . . . . . . . . . . . . . . . . . . . . . . . . . . . . . . . . . . . . . . . . . . . . . . . . . . . . . . . . . . . . . . . . . . . . . . . . . . . . . . . . . . . . . . . . . . . . . . . . . . . . . . . . . . . . . . . . . . . . . . . . . . . . . . . . . . . . . . . . . . . . . . . . . . . . . . . . . . . . . . . . . . . xyxy=(310,395,1613,407)
dot-leader: . . . . . . . . . . . . . . . . . . . . . . . . . . . . . . . . . . . . . . . . . . . . . . . . . . . . . . . . . . . . . . . . . . . . . . . . . . . . . . . . . . . . . . . . . . . . . . . . . . . . . . . . . . . . . . . . . . . . . . . . . . . . . . . . . . . . . . . . . . . . . . . . . . . . . . . . . . . . . . . . . . . . . . . . . . . . . . . . . . . . . . . . . . . . . . . . . . . . . . . . xyxy=(276,338,1580,349)
entry-title: Wzorzec Visitor xyxy=(167,633,256,650)
toc-entry-row xyxy=(59,855,1610,874)
entry-title: Wzorzec Singleton xyxy=(167,499,272,515)
toc-entry xyxy=(167,498,1603,518)
